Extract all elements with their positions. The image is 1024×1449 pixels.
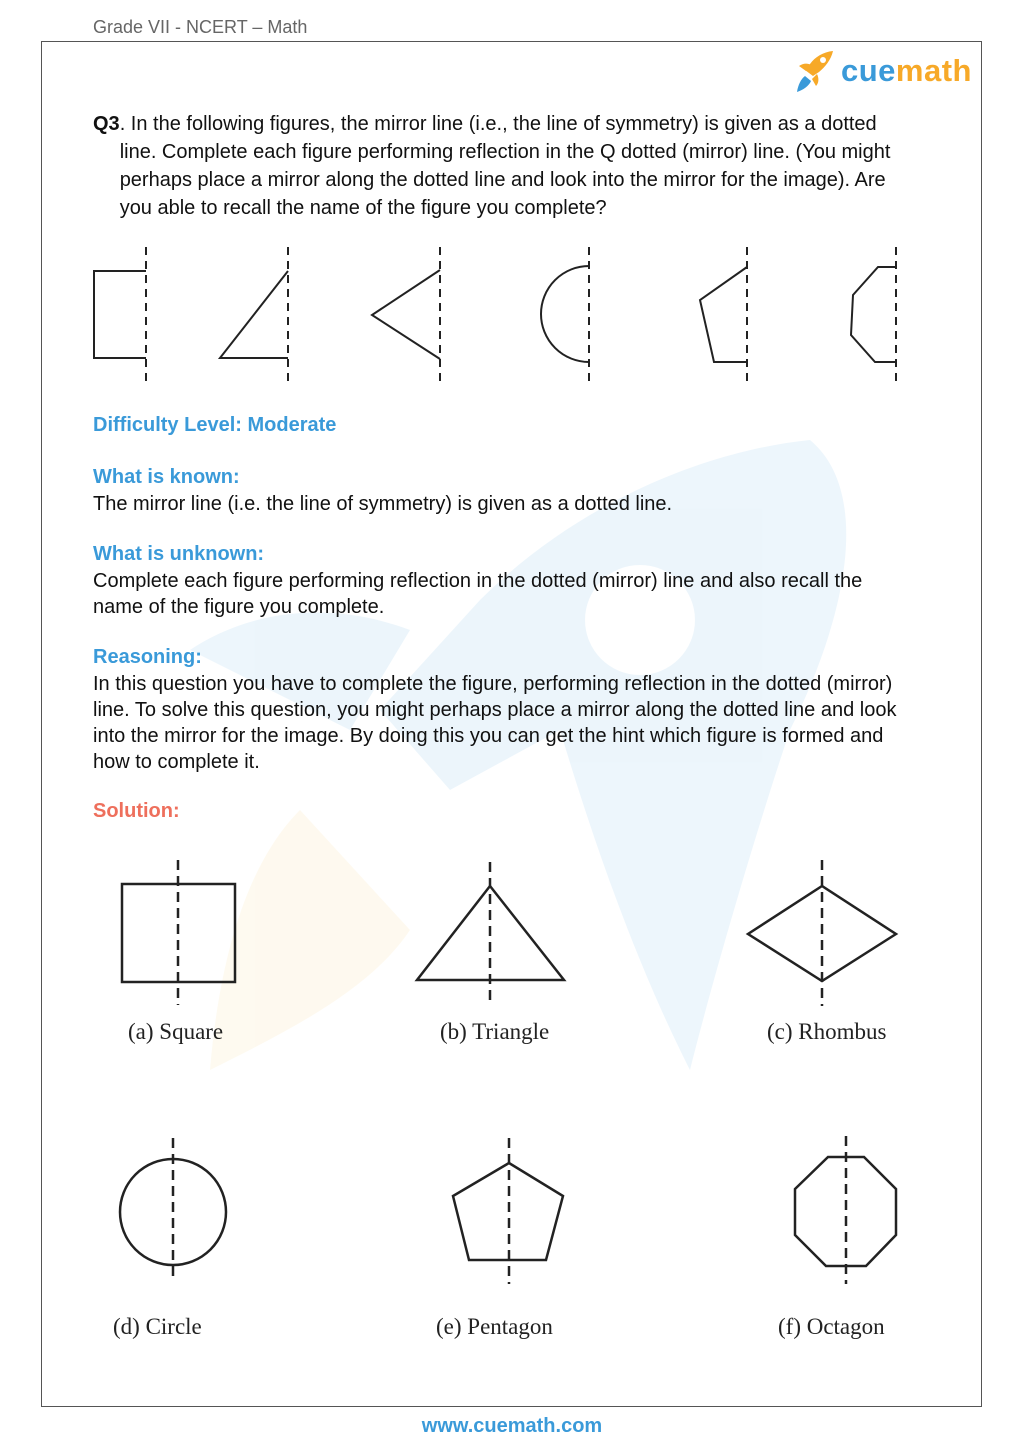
triangle-figure xyxy=(417,862,564,1002)
half-square-figure xyxy=(94,247,146,381)
caption-square: (a) Square xyxy=(128,1019,224,1044)
cuemath-logo xyxy=(793,48,972,94)
known-text: The mirror line (i.e. the line of symmetry) is given as a dotted line. xyxy=(93,493,673,515)
question-text: . In the following figures, the mirror line (i.e., the line of symmetry) is given as a dotted line. Complete each figure performing reflection in the Q dotted (mirror) line. (You might perhaps place a mirror along the dotted line and look into the mirror for the image). Are you able to recall the name of the figure you complete? xyxy=(119,113,891,219)
solution-heading: Solution: xyxy=(93,800,180,822)
question-block xyxy=(93,110,913,222)
known-heading: What is known: xyxy=(93,466,240,488)
reasoning-text: In this question you have to complete the figure, performing reflection in the dotted (mirror) line. To solve this question, you might perhaps place a mirror along the dotted line and look into the mirror for the image. By doing this you can get the hint which figure is formed and how to complete it. xyxy=(93,673,897,773)
footer-link[interactable]: www.cuemath.com xyxy=(421,1415,603,1437)
half-pentagon-figure xyxy=(700,247,747,381)
pentagon-figure xyxy=(453,1138,563,1284)
caption-octagon: (f) Octagon xyxy=(778,1314,885,1339)
half-octagon-figure xyxy=(851,247,896,381)
square-figure xyxy=(122,860,235,1005)
logo-part-cue: cue xyxy=(841,53,896,88)
unknown-text: Complete each figure performing reflection in the dotted (mirror) line and also recall the name of the figure you complete. xyxy=(93,570,863,618)
circle-figure xyxy=(120,1138,226,1282)
difficulty-label: Difficulty Level: Moderate xyxy=(93,414,337,436)
caption-triangle: (b) Triangle xyxy=(440,1019,550,1044)
rocket-logo-icon xyxy=(793,48,837,94)
question-number: Q3 xyxy=(93,113,120,135)
caption-circle: (d) Circle xyxy=(113,1314,202,1339)
rhombus-figure xyxy=(748,860,896,1006)
unknown-heading: What is unknown: xyxy=(93,543,265,565)
octagon-figure xyxy=(795,1136,896,1284)
page-header: Grade VII - NCERT – Math xyxy=(93,17,308,37)
caption-rhombus: (c) Rhombus xyxy=(767,1019,887,1044)
logo-part-math: math xyxy=(895,53,972,88)
half-triangle-figure xyxy=(220,247,288,381)
half-circle-figure xyxy=(541,247,589,381)
solution-figures xyxy=(100,850,920,1300)
reasoning-heading: Reasoning: xyxy=(93,646,202,668)
question-figures xyxy=(80,245,920,385)
logo-wordmark xyxy=(841,53,972,89)
half-rhombus-figure xyxy=(372,247,440,381)
caption-pentagon: (e) Pentagon xyxy=(436,1314,553,1339)
